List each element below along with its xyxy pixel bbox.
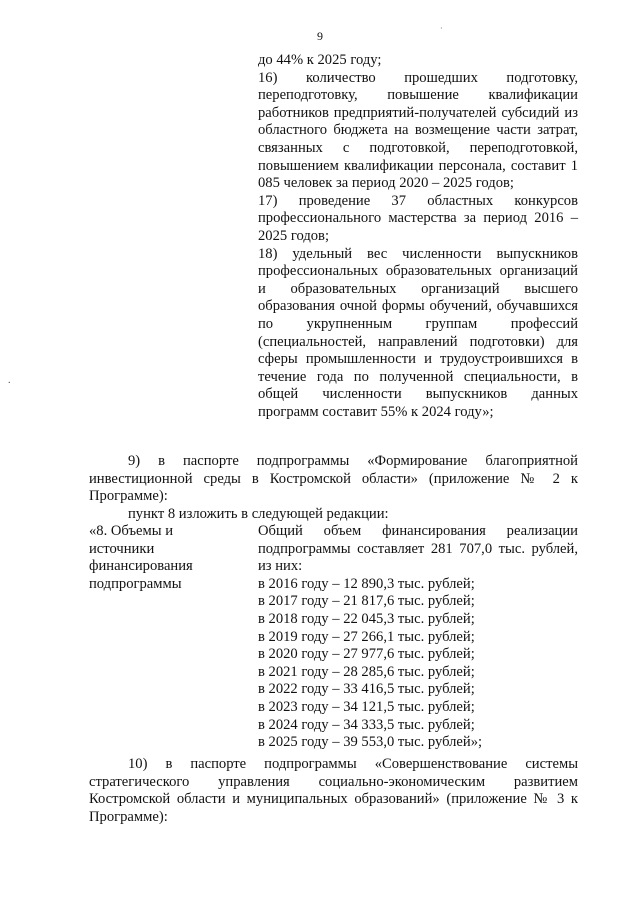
funding-year-row: в 2016 году – 12 890,3 тыс. рублей; <box>258 575 475 592</box>
funding-year-row: в 2017 году – 21 817,6 тыс. рублей; <box>258 593 475 610</box>
funding-values <box>258 523 578 752</box>
indicator-17: 17) проведение 37 областных конкурсов профессионального мастерства за период 2016 – 2025 годов; <box>258 192 578 244</box>
item-9-point: пункт 8 изложить в следующей редакции: <box>128 505 389 522</box>
item-9-block <box>89 453 578 523</box>
funding-year-row: в 2023 году – 34 121,5 тыс. рублей; <box>258 698 475 715</box>
funding-year-row: в 2024 году – 34 333,5 тыс. рублей; <box>258 716 475 733</box>
funding-label <box>89 523 249 593</box>
funding-label-line: финансирования <box>89 558 193 575</box>
funding-year-row: в 2019 году – 27 266,1 тыс. рублей; <box>258 628 475 645</box>
funding-label-line: «8. Объемы и <box>89 523 174 539</box>
funding-year-row: в 2022 году – 33 416,5 тыс. рублей; <box>258 681 475 698</box>
indicator-continuation: до 44% к 2025 году; <box>258 52 382 68</box>
funding-label-line: источники <box>89 540 155 557</box>
funding-year-row: в 2021 году – 28 285,6 тыс. рублей; <box>258 663 475 680</box>
scan-mark: . <box>8 375 11 386</box>
funding-intro: Общий объем финансирования реализации подпрограммы составляет 281 707,0 тыс. рублей, из них: <box>258 523 578 575</box>
funding-year-row: в 2018 году – 22 045,3 тыс. рублей; <box>258 610 475 627</box>
funding-year-row: в 2020 году – 27 977,6 тыс. рублей; <box>258 646 475 663</box>
scan-mark: · <box>440 24 443 33</box>
funding-label-line: подпрограммы <box>89 575 182 592</box>
item-10-block <box>89 756 578 826</box>
indicator-18: 18) удельный вес численности выпускников профессиональных образовательных организаций и образовательных организаций высшего образования очной формы обучений, обучавшихся по укрупненным группам профессий (специальностей, направлений подготовки) для сферы промышленности и трудоустроившихся в течение года по полученной специальности, в общей численности выпускников данных программ составит 55% к 2024 году»; <box>258 245 578 420</box>
item-9-text: 9) в паспорте подпрограммы «Формирование благоприятной инвестиционной среды в Костромской области» (приложение № 2 к Программе): <box>89 453 578 505</box>
item-10-text: 10) в паспорте подпрограммы «Совершенствование системы стратегического управления социально-экономическим развитием Костромской области и муниципальных образований» (приложение № 3 к Программе): <box>89 756 578 825</box>
funding-year-row: в 2025 году – 39 553,0 тыс. рублей»; <box>258 734 483 751</box>
page-number: 9 <box>317 29 323 43</box>
indicators-column <box>258 52 578 421</box>
indicator-16: 16) количество прошедших подготовку, переподготовку, повышение квалификации работников предприятий-получателей субсидий из областного бюджета на возмещение части затрат, связанных с подготовкой, переподготовкой, повышением квалификации персонала, составит 1 085 человек за период 2020 – 2025 годов; <box>258 69 578 192</box>
